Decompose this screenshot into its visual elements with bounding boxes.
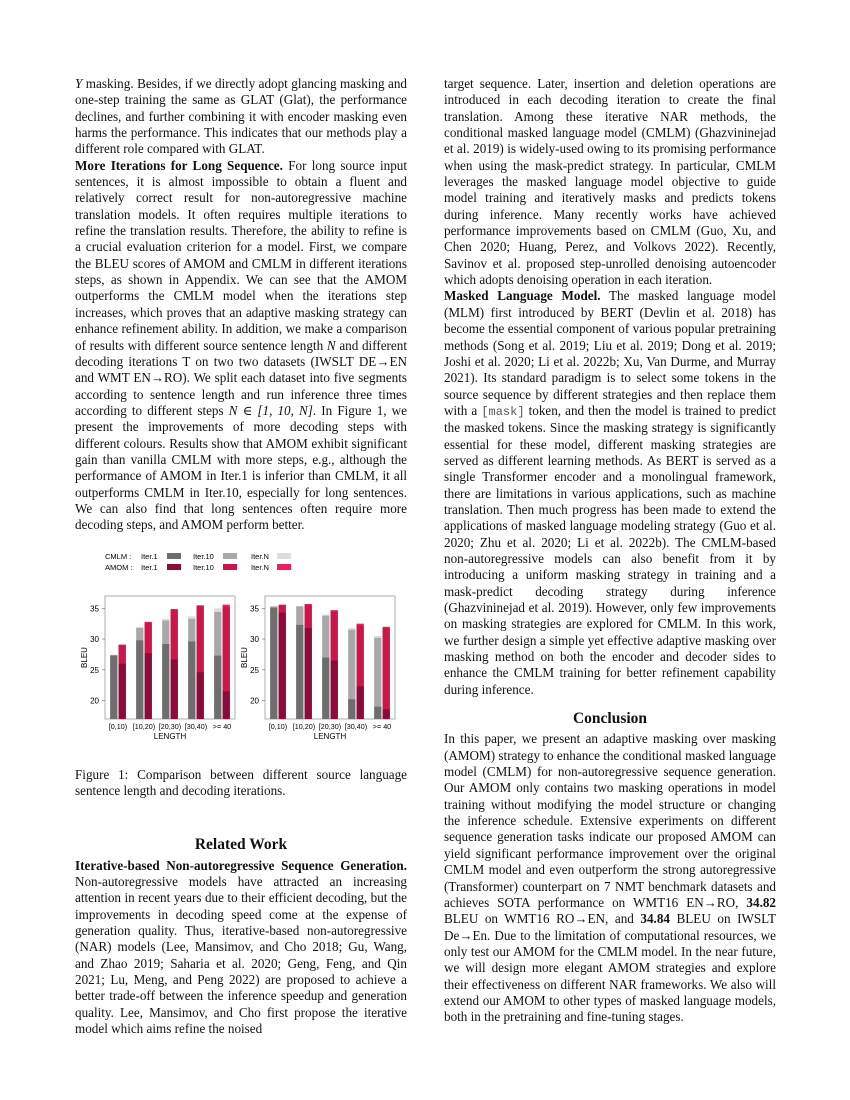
legend-amom-itern: Iter.N — [251, 562, 269, 572]
chart-2-bar-cmlm-iter1 — [348, 699, 355, 719]
legend-cmlm-label: CMLM : — [105, 551, 132, 561]
chart-2-bar-cmlm-iter1 — [296, 625, 303, 719]
chart-1-bar-cmlm-iter1 — [162, 644, 169, 719]
legend-swatch-amom-itern — [277, 564, 291, 570]
chart-2-ytick-label: 35 — [250, 603, 259, 613]
chart-1-xtick-label: [0,10) — [108, 721, 128, 731]
left-column — [75, 76, 407, 1037]
chart-1-bar-amom-iter1 — [197, 672, 204, 719]
chart-1-xtick-label: [30,40) — [184, 721, 208, 731]
chart-1-bar-amom-iter1 — [119, 663, 126, 718]
figure-1-chart — [75, 546, 407, 758]
chart-2-bar-cmlm-iter1 — [322, 657, 329, 719]
legend-swatch-cmlm-iter10 — [223, 553, 237, 559]
chart-2-xlabel: LENGTH — [313, 731, 347, 741]
chart-1-bar-cmlm-iter1 — [188, 641, 195, 718]
runin-heading-iterative: Iterative-based Non-autoregressive Sequence Generation. — [75, 857, 407, 873]
chart-1-bar-amom-iter1 — [145, 653, 152, 719]
chart-1-ytick-label: 25 — [90, 665, 99, 675]
chart-2-bar-amom-iter10 — [383, 628, 390, 719]
section-title-conclusion: Conclusion — [572, 710, 648, 728]
legend-swatch-cmlm-itern — [277, 553, 291, 559]
chart-1-ylabel: BLEU — [80, 646, 89, 668]
legend-cmlm-itern: Iter.N — [251, 551, 269, 561]
chart-2-bar-amom-iter1 — [331, 660, 338, 718]
chart-2-ytick-label: 20 — [250, 696, 259, 706]
legend-swatch-cmlm-iter1 — [167, 553, 181, 559]
chart-2-xtick-label: [0,10) — [268, 721, 288, 731]
mask-token: [mask] — [481, 404, 525, 419]
chart-2-xtick-label: [10,20) — [292, 721, 316, 731]
chart-2-xtick-label: >= 40 — [372, 721, 392, 731]
legend-cmlm-iter1: Iter.1 — [141, 551, 158, 561]
runin-heading-mlm: Masked Language Model. — [444, 288, 601, 304]
legend-amom-label: AMOM : — [105, 562, 133, 572]
chart-1-xlabel: LENGTH — [153, 731, 187, 741]
runin-heading: More Iterations for Long Sequence. — [75, 157, 283, 173]
chart-1-xtick-label: [20,30) — [158, 721, 182, 731]
chart-2-bar-amom-iter1 — [305, 628, 312, 719]
paragraph-long-sequence: More Iterations for Long Sequence. For long source input sentences, it is almost impossible to obtain a fluent and relatively correct result for non-autoregressive machine translation models. It often requires multiple iterations to refine the translation results. Therefore, the ability to refine is a crucial evaluation criterion for a model. First, we compare the BLEU scores of AMOM and CMLM in different iterations steps, as shown in Appendix. We can see that the AMOM outperforms the CMLM model when the iterations step increases, which proves that an adaptive masking strategy can enhance refinement ability. In addition, we make a comparison of results with different source sentence length N and different decoding iterations T on two two datasets (IWSLT DE→EN and WMT EN→RO). We split each dataset into five segments according to sentence length and run inference three times according to different steps N ∈ [1, 10, N]. In Figure 1, we present the improvements of more decoding steps with different colours. Results show that AMOM exhibit significant gain than vanilla CMLM with more steps, e.g., although the performance of AMOM in Iter.1 is inferior than CMLM, it all outperforms CMLM in Iter.10, especially for long sentences. We can also find that long sentences often require more decoding steps, and AMOM perform better. — [75, 157, 408, 533]
chart-1-ytick-label: 30 — [90, 634, 99, 644]
paragraph-masked-lm: Masked Language Model. The masked language model (MLM) first introduced by BERT (Devlin et al. 2018) has become the essential component of various popular pretraining methods (Song et al. 2019; Liu et al. 2019; Dong et al. 2019; Joshi et al. 2020; Li et al. 2022b; Xu, Van Durme, and Murray 2021). Its standard paradigm is to select some tokens in the source sequence by different strategies and then replace them with a [mask] token, and then the model is trained to predict the masked tokens. Since the masking strategy is significantly essential for these model, different masking strategies are served as different learning methods. As BERT is served as a single Transformer encoder and a monolingual framework, there are limitations in various applications, such as machine translation. Then much progress has been made to extend the applications of masked language modeling strategy (Guo et al. 2020; Zhu et al. 2020; Li et al. 2022b). The CMLM-based non-autoregressive models can also benefit from it by introducing a uniform masking strategy in training and a mask-predict decoding strategy during inference (Ghazvininejad et al. 2019). However, only few improvements on masking strategies are explored for CMLM. In this work, we further design a simple yet effective adaptive masking over masking method on both the encoder and decoder sides to enhance the CMLM training for better refinement capability during inference. — [444, 288, 777, 697]
legend-swatch-amom-iter1 — [167, 564, 181, 570]
chart-1-bar-cmlm-iter1 — [214, 655, 221, 718]
chart-1-xtick-label: >= 40 — [212, 721, 232, 731]
chart-1-ytick-label: 20 — [90, 696, 99, 706]
paragraph-cmlm-methods: target sequence. Later, insertion and deletion operations are introduced in each decoding iteration to create the final translation. Among these iterative NAR methods, the conditional masked language model (CMLM) (Ghazvininejad et al. 2019) is widely-used owing to its promising performance when using the mask-predict strategy. In particular, CMLM leverages the masked language model objective to guide model training and iteratively masks and predicts tokens during inference. Many recently works have achieved performance improvements based on CMLM (Guo, Xu, and Chen 2020; Huang, Perez, and Volkovs 2022). Recently, Savinov et al. proposed step-unrolled denoising autoencoder which adopts denoising operation in each iteration. — [444, 76, 776, 288]
legend-amom-iter1: Iter.1 — [141, 562, 158, 572]
chart-2-bar-amom-iter1 — [279, 612, 286, 718]
chart-1-bar-cmlm-iter1 — [136, 640, 143, 719]
chart-1-bar-amom-iter1 — [171, 659, 178, 719]
paragraph-glat-comparison: Y masking. Besides, if we directly adopt glancing masking and one-step training the same as GLAT (Glat), the performance declines, and further combining it with encoder masking even harms the performance. This indicates that our methods play a different role compared with GLAT. — [75, 76, 407, 157]
figure-1-caption: Figure 1: Comparison between different source language sentence length and decoding iterations. — [75, 766, 407, 798]
chart-legend — [105, 552, 291, 572]
chart-1-bar-amom-iter1 — [223, 691, 230, 719]
paragraph-iterative-nar: Iterative-based Non-autoregressive Sequence Generation. Non-autoregressive models have attracted an increasing attention in recent years due to their efficient decoding, but the improvements in decoding speed come at the expense of generation quality. Thus, iterative-based non-autoregressive (NAR) models (Lee, Mansimov, and Cho 2018; Gu, Wang, and Zhao 2019; Saharia et al. 2020; Geng, Feng, and Qin 2021; Lu, Meng, and Peng 2022) are proposed to achieve a better trade-off between the inference speedup and generation quality. Lee, Mansimov, and Cho first propose the iterative model which aims refine the noised — [75, 857, 407, 1037]
chart-1-ytick-label: 35 — [90, 603, 99, 613]
paragraph-conclusion: In this paper, we present an adaptive masking over masking (AMOM) strategy to enhance the conditional masked language model (CMLM) for non-autoregressive sequence generation. Our AMOM only contains two masking operations in model training without modifying the model structure or changing the inference schedule. Extensive experiments on different sequence generation tasks indicate our proposed AMOM can yield significant performance improvement over the original CMLM model and even outperform the strong autoregressive (Transformer) counterpart on 7 NMT benchmark datasets and achieves SOTA performance on WMT16 EN→RO, 34.82 BLEU on WMT16 RO→EN, and 34.84 BLEU on IWSLT De→En. Due to the limitation of computational resources, we only test our AMOM for the CMLM model. In the near future, we will design more elegant AMOM strategies and explore their effectiveness on different NAR frameworks. We also will extend our AMOM to other types of masked language models, both in the pretraining and fine-tuning stages. — [444, 731, 776, 1025]
chart-2-ytick-label: 30 — [250, 634, 259, 644]
chart-2-xtick-label: [20,30) — [318, 721, 342, 731]
chart-1-xtick-label: [10,20) — [132, 721, 156, 731]
legend-cmlm-iter10: Iter.10 — [193, 551, 214, 561]
legend-swatch-amom-iter10 — [223, 564, 237, 570]
chart-2-bar-cmlm-iter1 — [270, 607, 277, 718]
chart-2-bar-cmlm-iter1 — [374, 706, 381, 718]
chart-1-bar-cmlm-iter1 — [110, 655, 117, 718]
chart-2-ylabel: BLEU — [240, 646, 249, 668]
chart-2-bar-amom-iter1 — [383, 709, 390, 719]
chart-2-bar-amom-iter1 — [357, 686, 364, 719]
legend-amom-iter10: Iter.10 — [193, 562, 214, 572]
figure-1 — [75, 546, 407, 758]
right-column — [444, 76, 776, 1026]
section-title-related-work: Related Work — [194, 836, 288, 854]
chart-2-ytick-label: 25 — [250, 665, 259, 675]
chart-2-xtick-label: [30,40) — [344, 721, 368, 731]
